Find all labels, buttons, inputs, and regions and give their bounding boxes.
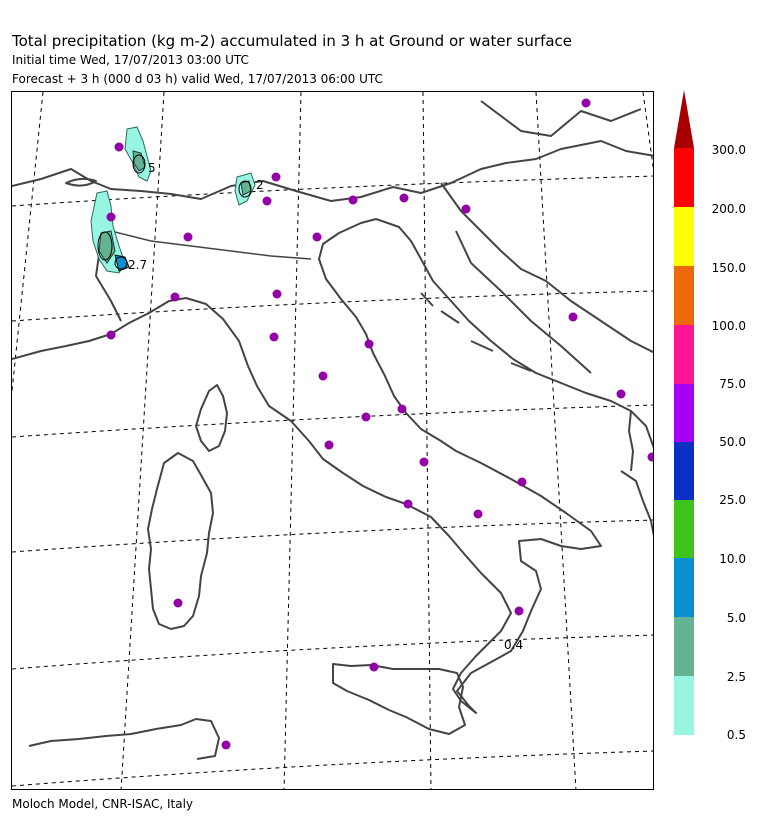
contour-label: 2 bbox=[256, 178, 264, 192]
station-marker bbox=[362, 413, 371, 422]
scale-arrow bbox=[674, 90, 694, 150]
station-marker bbox=[184, 233, 193, 242]
scale-label: 150.0 bbox=[711, 261, 746, 275]
scale-label: 100.0 bbox=[711, 319, 746, 333]
station-marker bbox=[370, 663, 379, 672]
meridian-line bbox=[643, 92, 654, 181]
lake-geneva bbox=[66, 179, 96, 186]
italy-coastline bbox=[111, 219, 601, 713]
station-marker bbox=[648, 453, 655, 462]
scale-swatch bbox=[674, 384, 694, 442]
station-marker bbox=[319, 372, 328, 381]
station-marker bbox=[313, 233, 322, 242]
river-po bbox=[111, 231, 311, 259]
country-border bbox=[481, 101, 641, 136]
initial-time: Initial time Wed, 17/07/2013 03:00 UTC bbox=[12, 53, 249, 67]
scale-label: 25.0 bbox=[719, 493, 746, 507]
station-marker bbox=[474, 510, 483, 519]
parallel-line bbox=[12, 405, 654, 437]
model-credit: Moloch Model, CNR-ISAC, Italy bbox=[12, 797, 194, 811]
scale-swatch bbox=[674, 500, 694, 558]
meridian-line bbox=[121, 92, 164, 790]
station-marker bbox=[349, 196, 358, 205]
station-marker bbox=[222, 741, 231, 750]
albania-coastline bbox=[629, 411, 633, 471]
sicily-coastline bbox=[333, 664, 465, 734]
map-title: Total precipitation (kg m-2) accumulated in 3 h at Ground or water surface bbox=[12, 32, 573, 50]
meridian-line bbox=[284, 92, 301, 790]
scale-swatch bbox=[674, 558, 694, 617]
station-marker bbox=[569, 313, 578, 322]
greece-coastline bbox=[621, 471, 654, 541]
parallel-line bbox=[12, 520, 654, 552]
station-marker bbox=[325, 441, 334, 450]
scale-swatch bbox=[674, 266, 694, 325]
scale-swatch bbox=[674, 676, 694, 735]
station-marker bbox=[398, 405, 407, 414]
scale-swatch bbox=[674, 442, 694, 500]
station-marker bbox=[462, 205, 471, 214]
station-marker bbox=[273, 290, 282, 299]
alpine-border bbox=[12, 141, 654, 201]
parallel-line bbox=[12, 751, 654, 786]
station-marker bbox=[404, 500, 413, 509]
map-canvas bbox=[12, 92, 654, 790]
scale-label: 75.0 bbox=[719, 377, 746, 391]
station-marker bbox=[515, 607, 524, 616]
forecast-valid-time: Forecast + 3 h (000 d 03 h) valid Wed, 17/07/2013 06:00 UTC bbox=[12, 72, 383, 86]
station-marker bbox=[174, 599, 183, 608]
meridian-line bbox=[12, 92, 43, 391]
station-marker bbox=[365, 340, 374, 349]
scale-swatch bbox=[674, 325, 694, 384]
contour-label: 5 bbox=[148, 161, 156, 175]
station-marker bbox=[171, 293, 180, 302]
station-marker bbox=[107, 331, 116, 340]
scale-label: 10.0 bbox=[719, 552, 746, 566]
station-marker bbox=[263, 197, 272, 206]
station-marker bbox=[582, 99, 591, 108]
meridian-line bbox=[423, 92, 431, 790]
croatia-coastline bbox=[376, 219, 654, 451]
meridian-line bbox=[536, 92, 576, 790]
station-marker bbox=[270, 333, 279, 342]
precipitation-map bbox=[11, 91, 654, 790]
station-marker bbox=[115, 143, 124, 152]
scale-label: 2.5 bbox=[726, 670, 746, 684]
station-marker bbox=[272, 173, 281, 182]
france-coastline bbox=[12, 334, 111, 359]
contour-label: 0.4 bbox=[504, 638, 524, 652]
country-border bbox=[441, 183, 654, 353]
corsica-coastline bbox=[196, 385, 227, 451]
scale-label: 50.0 bbox=[719, 435, 746, 449]
scale-swatch bbox=[674, 148, 694, 207]
station-marker bbox=[107, 213, 116, 222]
station-marker bbox=[518, 478, 527, 487]
scale-label: 200.0 bbox=[711, 202, 746, 216]
scale-swatch bbox=[674, 207, 694, 266]
contour-label: 2.7 bbox=[128, 258, 148, 272]
station-marker bbox=[617, 390, 626, 399]
station-marker bbox=[420, 458, 429, 467]
scale-label: 5.0 bbox=[726, 611, 746, 625]
scale-label: 300.0 bbox=[711, 143, 746, 157]
scale-swatch bbox=[674, 617, 694, 676]
scale-label: 0.5 bbox=[726, 728, 746, 742]
station-marker bbox=[400, 194, 409, 203]
